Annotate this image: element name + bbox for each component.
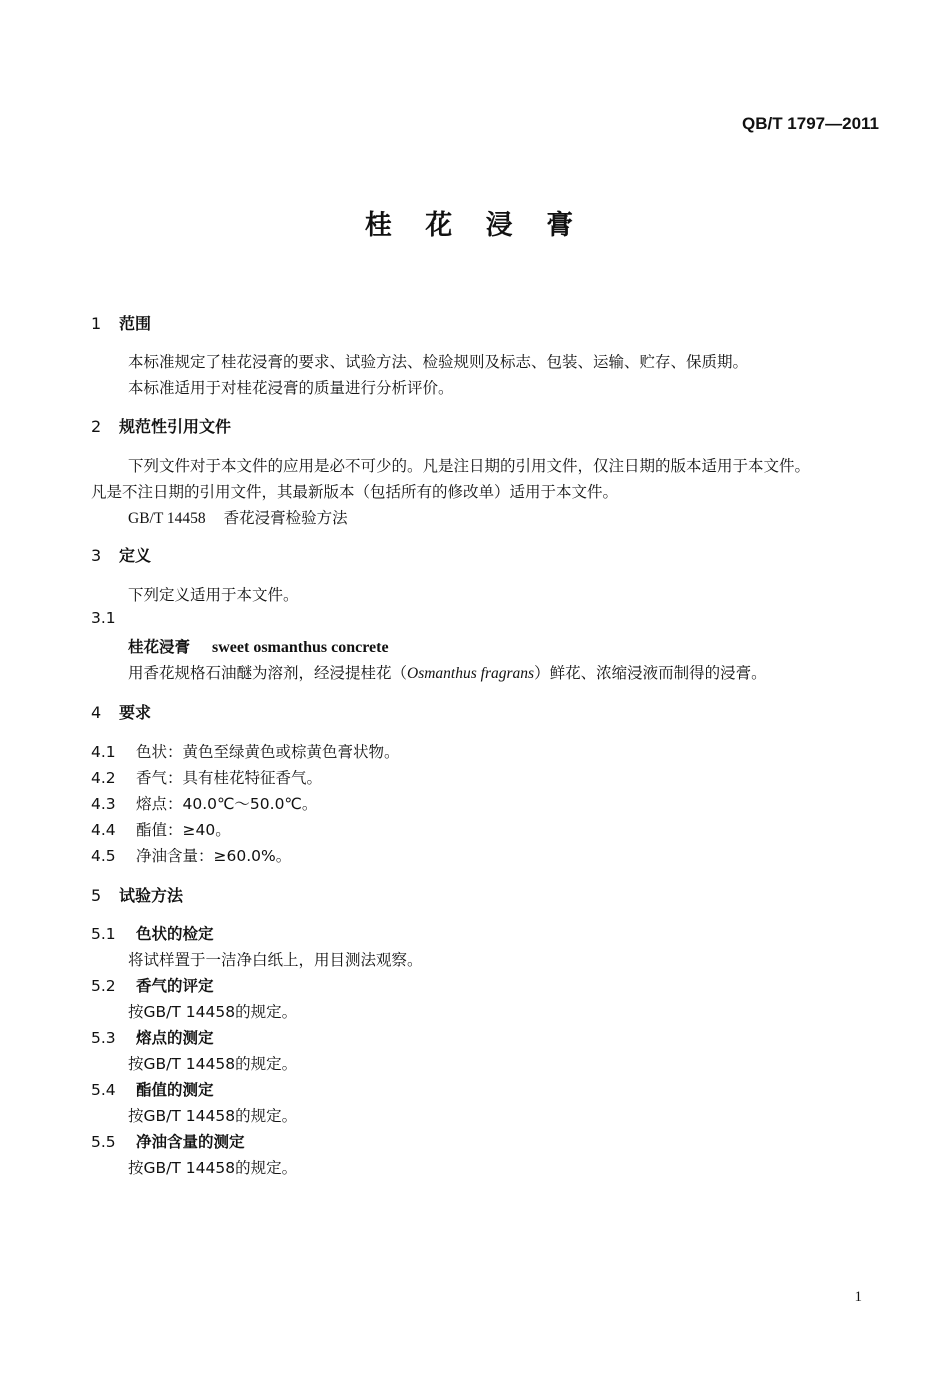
section-3-heading: [91, 543, 151, 566]
item-number: 4.4: [91, 821, 116, 839]
subsection-number: 3.1: [91, 609, 116, 627]
standard-code: QB/T 1797—2011: [741, 114, 879, 133]
section-5-heading: [91, 883, 183, 906]
definition-text: 用香花规格石油醚为溶剂，经浸提桂花（: [128, 664, 408, 682]
section-number: 4: [91, 703, 102, 722]
method-heading: [91, 974, 214, 996]
item-text: 香气：具有桂花特征香气。: [136, 769, 323, 787]
page-number: 1: [854, 1289, 862, 1305]
section-number: 2: [91, 417, 102, 436]
definition-text: ）鲜花、浓缩浸液而制得的浸膏。: [534, 664, 767, 682]
item-number: 4.3: [91, 795, 116, 813]
paragraph: 下列文件对于本文件的应用是必不可少的。凡是注日期的引用文件，仅注日期的版本适用于本文件。: [128, 457, 811, 475]
section-4-heading: [91, 700, 151, 723]
item-number: 5.5: [91, 1133, 116, 1151]
item-heading: 香气的评定: [136, 977, 214, 995]
paragraph: 本标准规定了桂花浸膏的要求、试验方法、检验规则及标志、包装、运输、贮存、保质期。: [128, 353, 749, 371]
term-chinese: 桂花浸膏: [128, 638, 191, 656]
item-number: 5.2: [91, 977, 116, 995]
reference-title: 香花浸膏检验方法: [223, 509, 348, 527]
method-text: 将试样置于一洁净白纸上，用目测法观察。: [128, 951, 423, 969]
item-text: 熔点：40.0℃～50.0℃。: [136, 795, 318, 813]
method-heading: [91, 1026, 214, 1048]
paragraph: 下列定义适用于本文件。: [128, 586, 299, 604]
method-heading: [91, 1130, 245, 1152]
requirement-item: [91, 766, 322, 788]
paragraph: 本标准适用于对桂花浸膏的质量进行分析评价。: [128, 379, 454, 397]
method-heading: [91, 922, 214, 944]
term-definition: [128, 661, 767, 683]
method-text: 按GB/T 14458的规定。: [128, 1107, 298, 1125]
section-number: 5: [91, 886, 102, 905]
method-text: 按GB/T 14458的规定。: [128, 1159, 298, 1177]
requirement-item: [91, 792, 317, 814]
section-title: 要求: [119, 703, 152, 722]
normative-reference: [128, 506, 348, 528]
section-number: 1: [91, 314, 102, 333]
reference-code: GB/T 14458: [128, 510, 206, 527]
section-number: 3: [91, 546, 102, 565]
item-number: 4.2: [91, 769, 116, 787]
paragraph: 凡是不注日期的引用文件，其最新版本（包括所有的修改单）适用于本文件。: [91, 483, 619, 501]
item-heading: 酯值的测定: [136, 1081, 214, 1099]
section-1-heading: [91, 311, 151, 334]
term-english: sweet osmanthus concrete: [212, 639, 389, 656]
section-title: 范围: [119, 314, 152, 333]
item-number: 4.5: [91, 847, 116, 865]
item-number: 4.1: [91, 743, 116, 761]
requirement-item: [91, 844, 291, 866]
method-heading: [91, 1078, 214, 1100]
document-title: 桂 花 浸 膏: [364, 210, 586, 241]
method-text: 按GB/T 14458的规定。: [128, 1003, 298, 1021]
item-heading: 熔点的测定: [136, 1029, 214, 1047]
item-text: 色状：黄色至绿黄色或棕黄色膏状物。: [136, 743, 400, 761]
latin-name: Osmanthus fragrans: [407, 665, 535, 682]
item-heading: 色状的检定: [136, 925, 214, 943]
item-number: 5.1: [91, 925, 116, 943]
item-number: 5.4: [91, 1081, 116, 1099]
item-heading: 净油含量的测定: [136, 1133, 245, 1151]
term-entry: [128, 635, 389, 657]
section-title: 试验方法: [119, 886, 184, 905]
item-text: 酯值：≥40。: [136, 821, 231, 839]
item-text: 净油含量：≥60.0%。: [136, 847, 292, 865]
requirement-item: [91, 740, 400, 762]
section-title: 规范性引用文件: [119, 417, 232, 436]
item-number: 5.3: [91, 1029, 116, 1047]
section-title: 定义: [119, 546, 152, 565]
method-text: 按GB/T 14458的规定。: [128, 1055, 298, 1073]
section-2-heading: [91, 414, 231, 437]
requirement-item: [91, 818, 231, 840]
